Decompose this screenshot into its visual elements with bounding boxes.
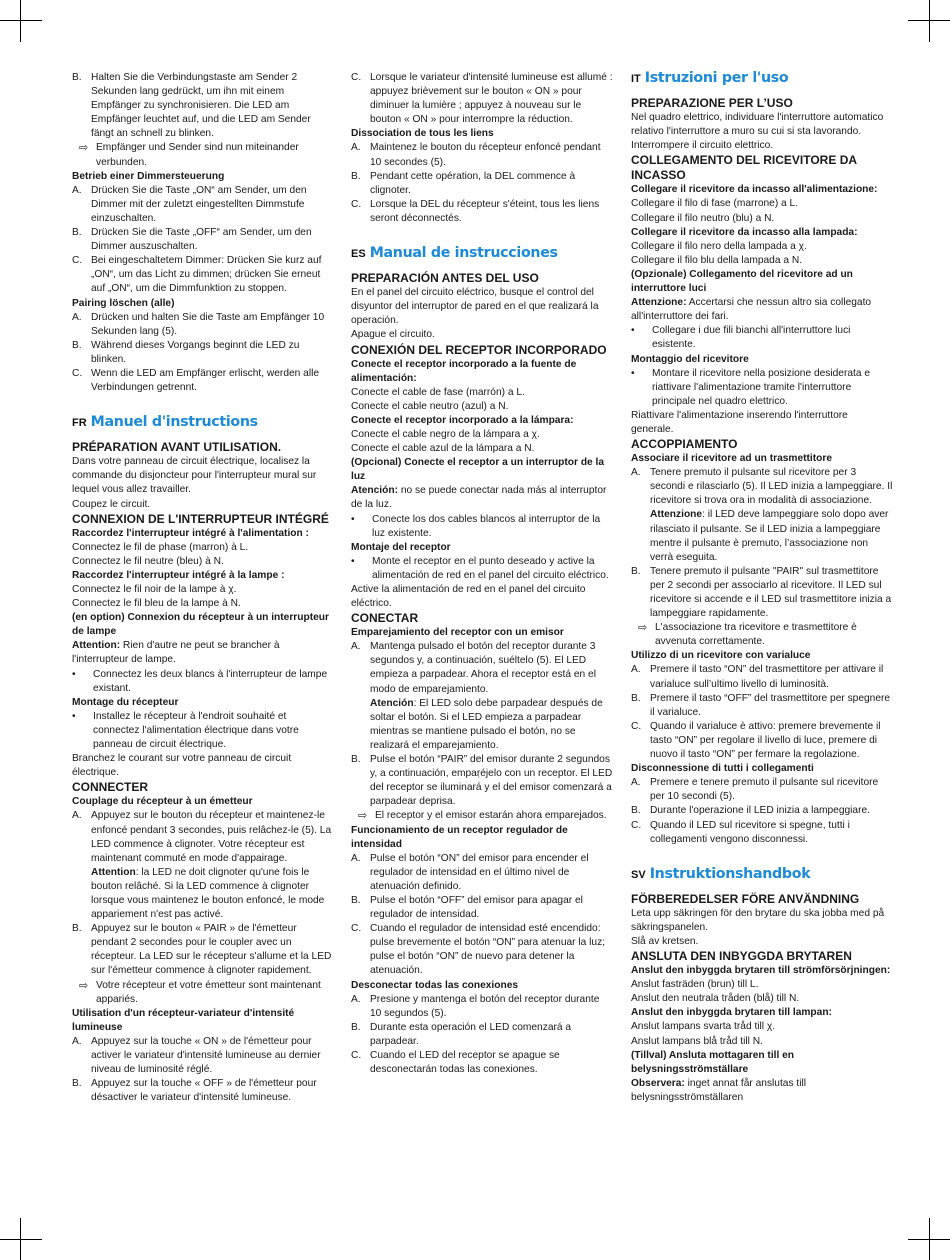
crop-mark-tr-h bbox=[908, 20, 950, 21]
subheading: Conecte el receptor incorporado a la fuente de alimentación: bbox=[351, 358, 577, 384]
subheading: Funcionamiento de un receptor regulador de intensidad bbox=[351, 824, 568, 850]
list-item: B. Durante esta operación el LED comenzará a parpadear. bbox=[351, 1021, 572, 1047]
paragraph: En el panel del circuito eléctrico, busque el control del disyuntor del interruptor de pared en el que realizará la operación. bbox=[351, 287, 599, 327]
list-item: A. Tenere premuto il pulsante sul ricevitore per 3 secondi e rilasciarlo (5). Il LED inizia a lampeggiare. Il ricevitore si trova ora in modalità di associazione. bbox=[631, 467, 893, 507]
section-heading: ACCOPPIAMENTO bbox=[631, 437, 738, 452]
list-item: C. Lorsque le variateur d'intensité lumineuse est allumé : appuyez brièvement sur le bouton « ON » pour diminuer la lumière ; appuyez à nouveau sur le bouton « ON » pour interrompre la réduction. bbox=[351, 72, 613, 126]
column-1 bbox=[72, 71, 334, 1105]
list-item: A. Appuyez sur la touche « ON » de l'émetteur pour activer le variateur d'intensité lumineuse au dernier niveau de luminosité réglé. bbox=[72, 1035, 321, 1076]
bullet-icon: • bbox=[631, 325, 635, 337]
crop-mark-tl-h bbox=[0, 20, 42, 21]
bullet-icon: • bbox=[351, 555, 355, 567]
paragraph: Collegare il filo di fase (marrone) a L. bbox=[631, 198, 799, 210]
subheading: Collegare il ricevitore da incasso alla lampada: bbox=[631, 226, 858, 238]
arrow-icon: ⇨ bbox=[358, 810, 368, 823]
result-note: ⇨ L'associazione tra ricevitore e trasmettitore è avvenuta correttamente. bbox=[631, 621, 893, 649]
bullet-item: • Connectez les deux blancs à l'interrupteur de lampe existant. bbox=[72, 668, 334, 696]
bullet-icon: • bbox=[72, 668, 76, 680]
bullet-icon: • bbox=[631, 367, 635, 379]
subheading: (Opzionale) Collegamento del ricevitore ad un interruttore luci bbox=[631, 268, 853, 295]
bullet-item: • Collegare i due fili bianchi all'interruttore luci esistente. bbox=[631, 324, 893, 352]
subheading: Utilizzo di un ricevitore con varialuce bbox=[631, 650, 811, 662]
list-item: B. Während dieses Vorgangs beginnt die LED zu blinken. bbox=[72, 339, 300, 365]
subheading: Collegare il ricevitore da incasso all'alimentazione: bbox=[631, 184, 878, 196]
paragraph: Connectez le fil bleu de la lampe à N. bbox=[72, 598, 241, 610]
paragraph: Slå av kretsen. bbox=[631, 935, 699, 947]
section-heading: PREPARACIÓN ANTES DEL USO bbox=[351, 271, 539, 286]
subheading: Anslut den inbyggda brytaren till strömförsörjningen: bbox=[631, 965, 891, 977]
list-item: C. Quando il LED sul ricevitore si spegne, tutti i collegamenti vengono disconnessi. bbox=[631, 819, 850, 845]
attention-note: Attenzione: Accertarsi che nessun altro sia collegato all'interruttore dei fari. bbox=[631, 297, 872, 323]
language-heading-sv: SV Instruktionshandbok bbox=[631, 865, 811, 882]
subheading: Betrieb einer Dimmersteuerung bbox=[72, 170, 225, 182]
language-heading-it: IT Istruzioni per l'uso bbox=[631, 70, 789, 86]
paragraph: Collegare il filo neutro (blu) a N. bbox=[631, 212, 775, 224]
crop-mark-bl-h bbox=[0, 1239, 42, 1240]
list-item: C. Wenn die LED am Empfänger erlischt, werden alle Verbindungen getrennt. bbox=[72, 367, 320, 394]
bullet-item: • Montare il ricevitore nella posizione desiderata e riattivare l'alimentazione tramite l'interruttore principale nel quadro elettrico. bbox=[631, 367, 893, 409]
paragraph: Apague el circuito. bbox=[351, 329, 435, 341]
arrow-icon: ⇨ bbox=[79, 979, 89, 992]
subheading: Anslut den inbyggda brytaren till lampan: bbox=[631, 1007, 832, 1019]
paragraph: Conecte el cable negro de la lámpara a χ. bbox=[351, 428, 540, 440]
subheading: Utilisation d'un récepteur-variateur d'intensité lumineuse bbox=[72, 1007, 295, 1033]
subheading: Montaje del receptor bbox=[351, 541, 451, 553]
list-item: C. Cuando el LED del receptor se apague se desconectarán todas las conexiones. bbox=[351, 1050, 560, 1076]
list-item: A. Pulse el botón “ON” del emisor para encender el regulador de intensidad en el último nivel de atenuación definido. bbox=[351, 852, 589, 892]
section-heading: PREPARAZIONE PER L’USO bbox=[631, 96, 793, 111]
list-item: B. Appuyez sur la touche « OFF » de l'émetteur pour désactiver le variateur d'intensité lumineuse. bbox=[72, 1078, 317, 1104]
subheading: Raccordez l'interrupteur intégré à la lampe : bbox=[72, 569, 285, 581]
subheading: (en option) Connexion du récepteur à un interrupteur de lampe bbox=[72, 612, 329, 638]
language-heading-fr: FR Manuel d'instructions bbox=[72, 414, 258, 431]
paragraph: Connectez le fil de phase (marron) à L. bbox=[72, 541, 249, 553]
subheading: Emparejamiento del receptor con un emisor bbox=[351, 627, 564, 639]
subheading: Montaggio del ricevitore bbox=[631, 353, 749, 365]
paragraph: Connectez le fil noir de la lampe à χ. bbox=[72, 584, 237, 595]
section-heading: CONEXIÓN DEL RECEPTOR INCORPORADO bbox=[351, 342, 607, 357]
list-item: A. Mantenga pulsado el botón del receptor durante 3 segundos y, a continuación, suéltelo (5). El LED empieza a parpadear. Ahora el receptor está en el modo de emparejamiento. bbox=[351, 641, 596, 695]
arrow-icon: ⇨ bbox=[638, 622, 648, 635]
section-heading: FÖRBEREDELSER FÖRE ANVÄNDNING bbox=[631, 891, 860, 906]
crop-mark-br-h bbox=[908, 1239, 950, 1240]
paragraph: Interrompere il circuito elettrico. bbox=[631, 140, 774, 152]
paragraph: Branchez le courant sur votre panneau de circuit électrique. bbox=[72, 753, 292, 779]
paragraph: Conecte el cable neutro (azul) a N. bbox=[351, 400, 509, 412]
subheading: Couplage du récepteur à un émetteur bbox=[72, 796, 253, 808]
attention-note: Attenzione: il LED deve lampeggiare solo dopo aver rilasciato il pulsante. Se il LED inizia a lampeggiare mentre il pulsante è premuto, l’associazione non verrà eseguita. bbox=[650, 509, 889, 563]
list-item: C. Quando il varialuce è attivo: premere brevemente il tasto “ON” per regolare il livello di luce, premere di nuovo il tasto “ON” per fermare la regolazione. bbox=[631, 720, 881, 761]
list-item: C. Bei eingeschaltetem Dimmer: Drücken Sie kurz auf „ON“, um das Licht zu dimmen; drücken Sie erneut auf „ON“, um die Dimmfunktion zu stoppen. bbox=[72, 255, 322, 295]
list-item: B. Appuyez sur le bouton « PAIR » de l'émetteur pendant 2 secondes pour le coupler avec un récepteur. La LED sur le récepteur s'allume et la LED sur l'émetteur commence à clignoter rapidement. bbox=[72, 923, 332, 977]
paragraph: Anslut lampans blå tråd till N. bbox=[631, 1035, 763, 1047]
paragraph: Collegare il filo blu della lampada a N. bbox=[631, 254, 803, 266]
section-heading: CONECTAR bbox=[351, 611, 419, 626]
paragraph: Anslut fasträden (brun) till L. bbox=[631, 979, 759, 991]
attention-note: Attention: Rien d'autre ne peut se brancher à l'interrupteur de lampe. bbox=[72, 640, 280, 666]
list-item: A. Premere e tenere premuto il pulsante sul ricevitore per 10 secondi (5). bbox=[631, 777, 879, 803]
paragraph: Nel quadro elettrico, individuare l'interruttore automatico relativo l'interruttore a muro su cui si sta lavorando. bbox=[631, 112, 884, 138]
paragraph: Riattivare l'alimentazione inserendo l'interruttore generale. bbox=[631, 409, 848, 435]
bullet-icon: • bbox=[351, 513, 355, 525]
list-item: B. Pulse el botón “PAIR” del emisor durante 2 segundos y, a continuación, empaṛéjelo con un receptor. El LED del receptor se iluminará y el del emisor comenzará a parpadear deprisa. bbox=[351, 754, 613, 808]
subheading: Desconectar todas las conexiones bbox=[351, 979, 519, 991]
list-item: B. Premere il tasto “OFF” del trasmettitore per spegnere il varialuce. bbox=[631, 692, 891, 718]
section-heading: CONNEXION DE L'INTERRUPTEUR INTÉGRÉ bbox=[72, 511, 329, 526]
list-item: A. Premere il tasto “ON” del trasmettitore per attivare il varialuce sull’ultimo livello di luminosità. bbox=[631, 664, 884, 690]
paragraph: Coupez le circuit. bbox=[72, 498, 151, 510]
result-note: ⇨ El receptor y el emisor estarán ahora emparejados. bbox=[358, 810, 607, 823]
subheading: Pairing löschen (alle) bbox=[72, 297, 175, 309]
list-item: C. Lorsque la DEL du récepteur s'éteint, tous les liens seront déconnectés. bbox=[351, 198, 600, 224]
subheading: (Opcional) Conecte el receptor a un interruptor de la luz bbox=[351, 457, 605, 483]
arrow-icon: ⇨ bbox=[79, 142, 89, 155]
language-heading-es: ES Manual de instrucciones bbox=[351, 245, 558, 262]
list-item: B. Drücken Sie die Taste „OFF“ am Sender, um den Dimmer auszuschalten. bbox=[72, 227, 312, 253]
bullet-item: • Monte el receptor en el punto deseado y active la alimentación de red en el panel del circuito eléctrico. bbox=[351, 555, 613, 583]
subheading: Associare il ricevitore ad un trasmettitore bbox=[631, 453, 832, 465]
subheading: (Tillval) Ansluta mottagaren till en belysningsströmställare bbox=[631, 1049, 795, 1075]
list-item: A. Presione y mantenga el botón del receptor durante 10 segundos (5). bbox=[351, 993, 600, 1019]
list-item: B. Halten Sie die Verbindungstaste am Sender 2 Sekunden lang gedrückt, um ihn mit einem Empfänger zu synchronisieren. Die LED am Empfänger leuchtet auf, und die LED am Sender fängt an schnell zu blinken. bbox=[72, 72, 311, 140]
bullet-icon: • bbox=[72, 710, 76, 722]
crop-mark-tr-v bbox=[929, 0, 930, 42]
list-item: A. Drücken und halten Sie die Taste am Empfänger 10 Sekunden lang (5). bbox=[72, 311, 325, 337]
section-heading: CONNECTER bbox=[72, 780, 149, 795]
list-item: A. Drücken Sie die Taste „ON“ am Sender, um den Dimmer mit der zuletzt eingestellten Dimmstufe einzuschalten. bbox=[72, 184, 307, 224]
column-2 bbox=[351, 71, 613, 1077]
paragraph: Dans votre panneau de circuit électrique, localisez la commande du disjoncteur pour l'interrupteur mural sur lequel vous allez travailler. bbox=[72, 456, 317, 496]
column-3 bbox=[631, 71, 893, 1105]
subheading: Conecte el receptor incorporado a la lámpara: bbox=[351, 414, 574, 426]
list-item: C. Cuando el regulador de intensidad esté encendido: pulse brevemente el botón “ON” para atenuar la luz; pulse el botón “ON” de nuevo para detener la atenuación. bbox=[351, 923, 606, 977]
attention-note: Observera: inget annat får anslutas till belysningsströmställaren bbox=[631, 1077, 807, 1103]
section-heading: PRÉPARATION AVANT UTILISATION. bbox=[72, 440, 282, 455]
list-item: B. Durante l'operazione il LED inizia a lampeggiare. bbox=[631, 805, 870, 817]
list-item: A. Appuyez sur le bouton du récepteur et maintenez-le enfoncé pendant 3 secondes, puis relâchez-le (5). La LED commence à clignoter. Votre récepteur est maintenant commuté en mode d'appairage. bbox=[72, 810, 332, 864]
list-item: B. Tenere premuto il pulsante "PAIR" sul trasmettitore per 2 secondi per associarlo al ricevitore. Il LED sul ricevitore si accende e il LED sul trasmettitore inizia a lampeggiare rapidamente. bbox=[631, 565, 892, 620]
paragraph: Conecte el cable azul de la lámpara a N. bbox=[351, 443, 535, 455]
paragraph: Leta upp säkringen för den brytare du ska jobba med på säkringspanelen. bbox=[631, 907, 885, 933]
paragraph: Anslut lampans svarta tråd till χ. bbox=[631, 1021, 776, 1033]
list-item: A. Maintenez le bouton du récepteur enfoncé pendant 10 secondes (5). bbox=[351, 142, 601, 168]
section-heading: ANSLUTA DEN INBYGGDA BRYTAREN bbox=[631, 949, 852, 964]
bullet-item: • Installez le récepteur à l'endroit souhaité et connectez l'alimentation électrique dans votre panneau de circuit électrique. bbox=[72, 710, 334, 752]
section-heading: COLLEGAMENTO DEL RICEVITORE DA INCASSO bbox=[631, 153, 857, 183]
subheading: Disconnessione di tutti i collegamenti bbox=[631, 763, 814, 775]
subheading: Raccordez l'interrupteur intégré à l'alimentation : bbox=[72, 527, 309, 539]
paragraph: Anslut den neutrala tråden (blå) till N. bbox=[631, 993, 800, 1005]
bullet-item: • Conecte los dos cables blancos al interruptor de la luz existente. bbox=[351, 513, 613, 541]
paragraph: Conecte el cable de fase (marrón) a L. bbox=[351, 386, 525, 398]
attention-note: Atención: no se puede conectar nada más al interruptor de la luz. bbox=[351, 485, 607, 511]
paragraph: Connectez le fil neutre (bleu) à N. bbox=[72, 555, 224, 567]
attention-note: Atención: El LED solo debe parpadear después de soltar el botón. Si el LED empieza a parpadear mientras se mantiene pulsado el botón, no se realizará el emparejamiento. bbox=[370, 697, 603, 751]
crop-mark-tl-v bbox=[20, 0, 21, 42]
subheading: Dissociation de tous les liens bbox=[351, 128, 494, 140]
attention-note: Attention: la LED ne doit clignoter qu'une fois le bouton relâché. Si la LED commence à clignoter lorsque vous maintenez le bouton enfoncé, le mode appariement n'est pas activé. bbox=[91, 866, 325, 921]
paragraph: Collegare il filo nero della lampada a χ. bbox=[631, 240, 807, 252]
subheading: Montage du récepteur bbox=[72, 696, 179, 708]
list-item: B. Pulse el botón “OFF” del emisor para apagar el regulador de intensidad. bbox=[351, 894, 583, 921]
paragraph: Active la alimentación de red en el panel del circuito eléctrico. bbox=[351, 584, 586, 610]
result-note: ⇨ Empfänger und Sender sind nun miteinander verbunden. bbox=[72, 141, 334, 169]
result-note: ⇨ Votre récepteur et votre émetteur sont maintenant appariés. bbox=[72, 979, 334, 1007]
list-item: B. Pendant cette opération, la DEL commence à clignoter. bbox=[351, 170, 576, 196]
